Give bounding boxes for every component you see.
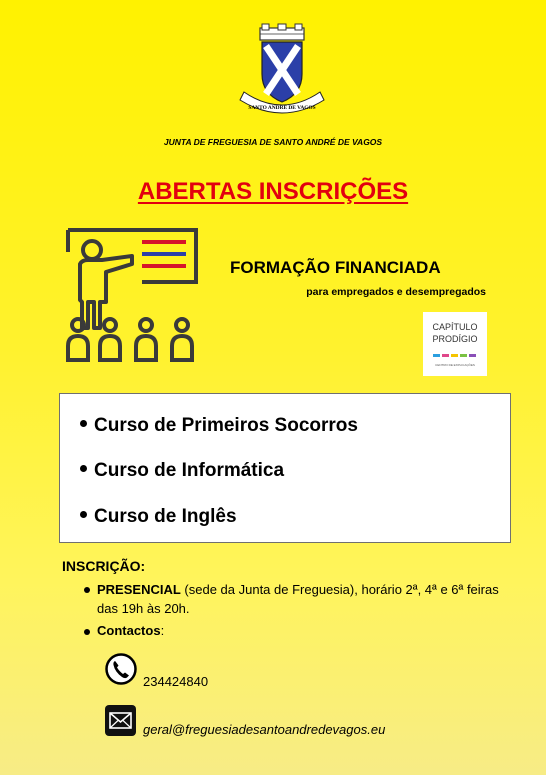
bullet-icon bbox=[84, 629, 90, 635]
phone-icon bbox=[104, 652, 138, 686]
training-subtitle: para empregados e desempregados bbox=[306, 286, 486, 298]
headline: ABERTAS INSCRIÇÕES bbox=[137, 178, 409, 205]
contactos-label: Contactos: bbox=[97, 623, 165, 638]
course-item: Curso de Primeiros Socorros bbox=[80, 415, 358, 437]
crest-motto: SANTO ANDRÉ DE VAGOS bbox=[248, 105, 316, 111]
bullet-icon bbox=[80, 511, 87, 518]
phone-number[interactable]: 234424840 bbox=[143, 674, 209, 689]
bullet-icon bbox=[84, 587, 90, 593]
crest-icon bbox=[232, 22, 332, 122]
svg-text:PRODÍGIO: PRODÍGIO bbox=[432, 334, 478, 344]
svg-text:CAPÍTULO: CAPÍTULO bbox=[432, 322, 478, 332]
organization-name: JUNTA DE FREGUESIA DE SANTO ANDRÉ DE VAGOS bbox=[163, 137, 383, 147]
bullet-icon bbox=[80, 465, 87, 472]
inscricao-heading: INSCRIÇÃO: bbox=[62, 558, 146, 574]
partner-logo bbox=[423, 312, 487, 376]
courses-box bbox=[59, 393, 511, 543]
mail-icon bbox=[105, 705, 136, 736]
training-title: FORMAÇÃO FINANCIADA bbox=[230, 258, 441, 277]
course-item: Curso de Informática bbox=[80, 460, 284, 482]
bullet-icon bbox=[80, 420, 87, 427]
svg-text:CENTRO DE EXPLICAÇÕES: CENTRO DE EXPLICAÇÕES bbox=[435, 363, 475, 367]
course-item: Curso de Inglês bbox=[80, 506, 237, 528]
email-link[interactable]: geral@freguesiadesantoandredevagos.eu bbox=[143, 722, 386, 737]
presencial-text: PRESENCIAL (sede da Junta de Freguesia), horário 2ª, 4ª e 6ª feiras das 19h às 20h. bbox=[97, 582, 499, 616]
teacher-board-icon bbox=[62, 228, 200, 364]
